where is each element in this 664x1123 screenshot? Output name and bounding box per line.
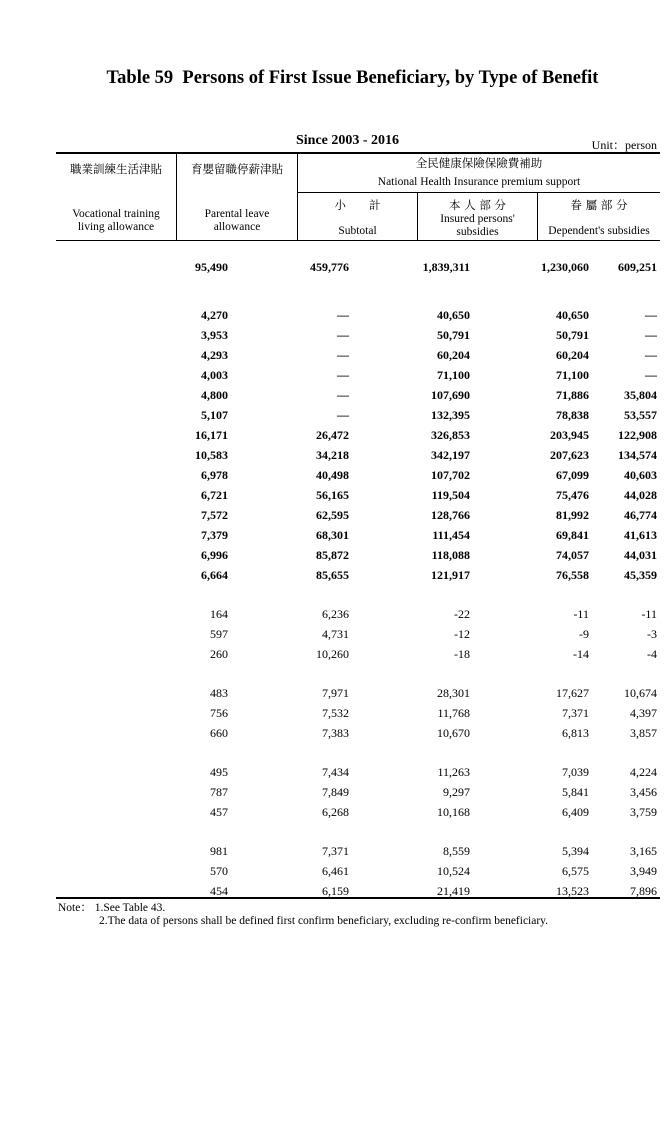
table-cell: 164 [210,607,228,621]
table-row [56,565,660,585]
table-cell: 134,574 [618,448,657,462]
table-cell: 50,791 [556,328,589,342]
note-1: 1.See Table 43. [94,902,166,914]
table-cell: 4,731 [322,627,349,641]
table-cell: -9 [579,627,589,641]
table-cell: 34,218 [316,448,349,462]
table-row [56,841,660,861]
table-row [56,385,660,405]
table-cell: 21,419 [437,884,470,898]
table-cell: 3,953 [201,328,228,342]
table-cell: 40,650 [437,308,470,322]
unit-label: Unit：person [591,138,657,152]
table-cell: 132,395 [431,408,470,422]
table-cell: 121,917 [431,568,470,582]
table-row [56,881,660,901]
table-row [56,465,660,485]
table-cell: 67,099 [556,468,589,482]
table-cell: 10,168 [437,805,470,819]
table-cell: 35,804 [624,388,657,402]
table-row [56,257,660,277]
table-row [56,505,660,525]
table-cell: — [645,368,657,382]
table-cell: 4,224 [630,765,657,779]
table-cell: 111,454 [432,528,470,542]
table-cell: 4,800 [201,388,228,402]
col4-header-en-text: Insured persons' subsidies [440,213,515,238]
table-cell: 11,768 [437,706,470,720]
table-cell: 11,263 [437,765,470,779]
col1-header-zh: 職業訓練生活津貼 [70,162,162,176]
table-cell: -18 [454,647,470,661]
table-cell: — [645,328,657,342]
table-cell: 454 [210,884,228,898]
table-cell: 660 [210,726,228,740]
table-cell: 56,165 [316,488,349,502]
table-row [56,782,660,802]
table-cell: 3,456 [630,785,657,799]
table-cell: 50,791 [437,328,470,342]
table-cell: 207,623 [550,448,589,462]
table-cell: 8,559 [443,844,470,858]
table-cell: -12 [454,627,470,641]
table-cell: 3,165 [630,844,657,858]
table-cell: 7,532 [322,706,349,720]
table-cell: 76,558 [556,568,589,582]
table-cell: 4,270 [201,308,228,322]
table-row [56,644,660,664]
table-cell: 326,853 [431,428,470,442]
table-cell: 10,670 [437,726,470,740]
table-cell: 495 [210,765,228,779]
table-cell: 597 [210,627,228,641]
table-cell: 53,557 [624,408,657,422]
table-cell: 40,498 [316,468,349,482]
note-label: Note： [58,902,92,914]
table-cell: 3,857 [630,726,657,740]
table-cell: — [337,328,349,342]
table-cell: 9,297 [443,785,470,799]
table-row [56,305,660,325]
table-cell: 3,759 [630,805,657,819]
table-cell: — [645,348,657,362]
table-cell: 75,476 [556,488,589,502]
table-cell: 756 [210,706,228,720]
table-cell: 118,088 [431,548,470,562]
table-cell: 81,992 [556,508,589,522]
table-cell: 7,371 [562,706,589,720]
col2-header-zh: 育嬰留職停薪津貼 [191,162,283,176]
table-cell: 483 [210,686,228,700]
table-cell: 44,031 [624,548,657,562]
table-cell: 609,251 [618,260,657,274]
table-cell: — [337,308,349,322]
table-cell: 7,039 [562,765,589,779]
table-cell: 71,886 [556,388,589,402]
table-cell: 1,839,311 [422,260,470,274]
table-row [56,325,660,345]
col3-header-en: Subtotal [338,225,377,237]
table-cell: 7,434 [322,765,349,779]
table-cell: 6,664 [201,568,228,582]
col4-header-en [430,213,525,239]
table-row [56,683,660,703]
table-cell: 4,003 [201,368,228,382]
table-cell: 85,655 [316,568,349,582]
table-cell: — [337,388,349,402]
page-title: Table 59 Persons of First Issue Beneficiary, by Type of Benefit [106,68,599,88]
table-cell: 10,260 [316,647,349,661]
table-cell: 45,359 [624,568,657,582]
table-row [56,425,660,445]
table-row [56,802,660,822]
table-cell: 40,650 [556,308,589,322]
col2-header-en-text: Parental leave allowance [204,208,270,233]
table-cell: 5,107 [201,408,228,422]
table-cell: 342,197 [431,448,470,462]
table-cell: 16,171 [195,428,228,442]
table-cell: 128,766 [431,508,470,522]
header-bottom-rule [56,240,660,241]
table-cell: 4,293 [201,348,228,362]
table-cell: 7,971 [322,686,349,700]
table-cell: 6,461 [322,864,349,878]
table-row [56,703,660,723]
table-cell: 6,813 [562,726,589,740]
table-cell: -4 [647,647,657,661]
table-cell: 46,774 [624,508,657,522]
table-cell: 6,159 [322,884,349,898]
table-row [56,723,660,743]
table-cell: -11 [641,607,657,621]
table-row [56,445,660,465]
table-cell: 119,504 [431,488,470,502]
table-cell: 44,028 [624,488,657,502]
table-cell: 5,841 [562,785,589,799]
table-row [56,624,660,644]
table-cell: 122,908 [618,428,657,442]
group-header-rule [297,192,660,193]
table-cell: -11 [573,607,589,621]
table-cell: — [337,348,349,362]
table-cell: 6,721 [201,488,228,502]
table-cell: 7,896 [630,884,657,898]
table-cell: 459,776 [310,260,349,274]
period-subtitle: Since 2003 - 2016 [296,133,400,148]
notes [58,902,548,928]
table-cell: 10,674 [624,686,657,700]
table-cell: 7,383 [322,726,349,740]
col1-header-en [64,208,168,234]
note-2: 2.The data of persons shall be defined first confirm beneficiary, excluding re-confirm beneficiary. [99,915,549,927]
table-row [56,545,660,565]
table-row [56,345,660,365]
table-cell: 6,236 [322,607,349,621]
table-cell: 4,397 [630,706,657,720]
table-cell: 10,583 [195,448,228,462]
table-cell: 6,268 [322,805,349,819]
table-cell: 6,978 [201,468,228,482]
table-cell: 6,575 [562,864,589,878]
table-cell: -14 [573,647,589,661]
col2-header-en [190,208,284,234]
table-cell: -3 [647,627,657,641]
table-cell: 95,490 [195,260,228,274]
table-row [56,762,660,782]
table-cell: 7,849 [322,785,349,799]
col1-header-en-text: Vocational training living allowance [72,208,160,233]
table-cell: 60,204 [556,348,589,362]
table-cell: 7,371 [322,844,349,858]
table-top-rule [56,152,660,154]
table-cell: 787 [210,785,228,799]
table-cell: 71,100 [556,368,589,382]
table-cell: — [337,408,349,422]
table-cell: 7,379 [201,528,228,542]
col4-header-zh: 本 人 部 分 [449,198,506,212]
table-row [56,525,660,545]
table-cell: 107,702 [431,468,470,482]
table-cell: 60,204 [437,348,470,362]
col5-header-zh: 眷 屬 部 分 [570,198,628,212]
table-cell: 457 [210,805,228,819]
table-cell: 26,472 [316,428,349,442]
table-cell: 570 [210,864,228,878]
table-cell: 10,524 [437,864,470,878]
table-row [56,365,660,385]
col3-header-zh: 小 計 [334,198,381,212]
table-cell: 40,603 [624,468,657,482]
table-cell: 981 [210,844,228,858]
table-cell: 203,945 [550,428,589,442]
table-cell: 3,949 [630,864,657,878]
table-cell: -22 [454,607,470,621]
table-cell: 71,100 [437,368,470,382]
table-cell: 68,301 [316,528,349,542]
table-cell: 85,872 [316,548,349,562]
group-header-en: National Health Insurance premium support [377,176,581,188]
group-header-zh: 全民健康保險保險費補助 [415,156,543,170]
table-cell: — [337,368,349,382]
table-cell: 107,690 [431,388,470,402]
table-cell: 6,409 [562,805,589,819]
table-cell: 69,841 [556,528,589,542]
table-cell: 260 [210,647,228,661]
table-cell: 62,595 [316,508,349,522]
col5-header-en: Dependent's subsidies [548,225,650,237]
table-cell: 17,627 [556,686,589,700]
table-cell: 7,572 [201,508,228,522]
table-cell: — [645,308,657,322]
table-row [56,485,660,505]
table-cell: 5,394 [562,844,589,858]
table-cell: 74,057 [556,548,589,562]
table-cell: 1,230,060 [541,260,589,274]
table-cell: 78,838 [556,408,589,422]
table-cell: 28,301 [437,686,470,700]
table-cell: 41,613 [624,528,657,542]
table-row [56,861,660,881]
table-cell: 13,523 [556,884,589,898]
table-row [56,405,660,425]
table-row [56,604,660,624]
table-cell: 6,996 [201,548,228,562]
